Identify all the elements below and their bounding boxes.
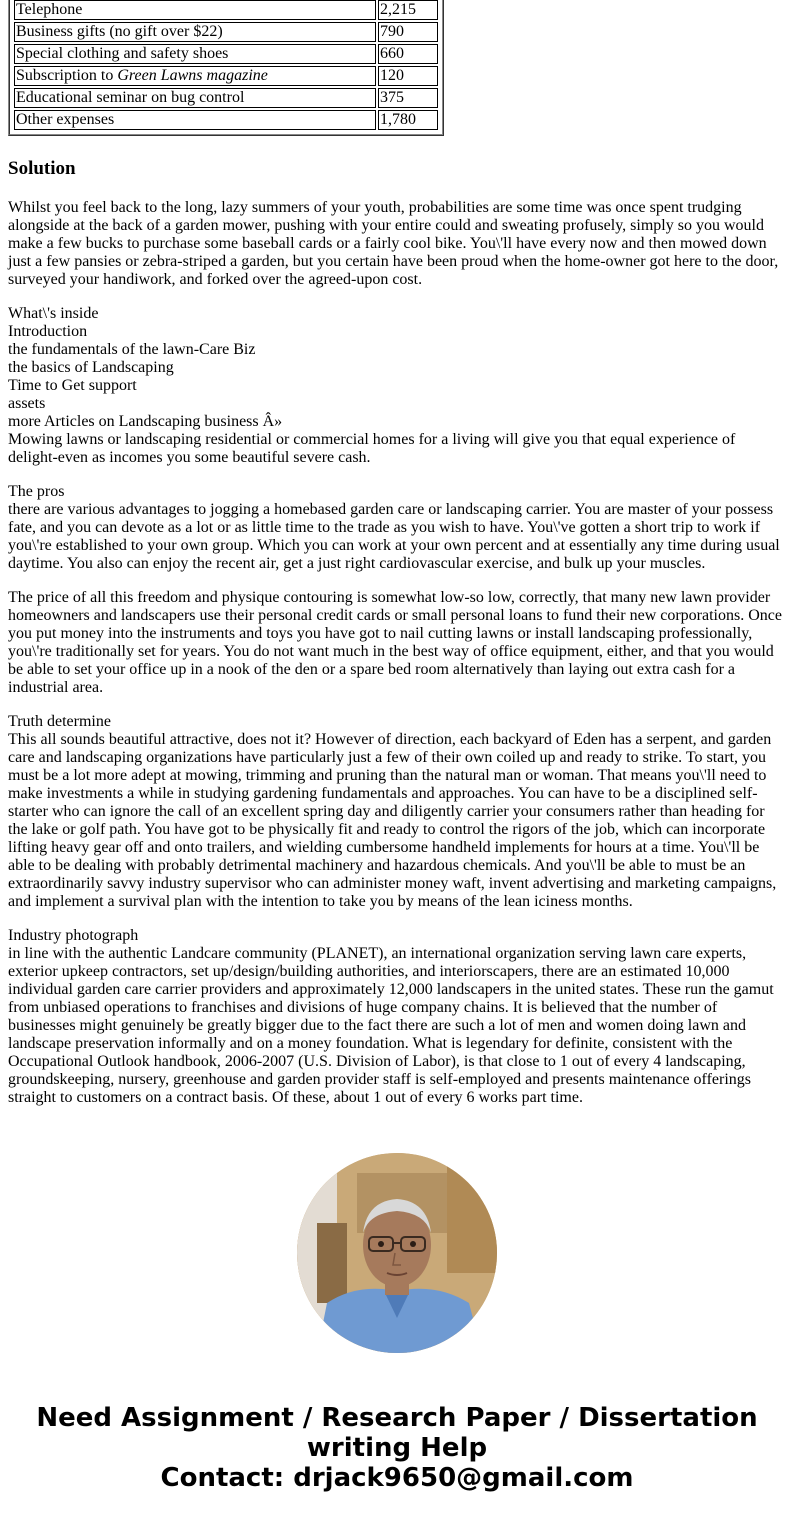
- intro-paragraph: Whilst you feel back to the long, lazy summers of your youth, probabilities are some time was once spent trudging alongside at the back of a garden mower, pushing with your entire could and sweating profusely, simply so you would make a few bucks to purchase some baseball cards or a fairly cool bike. You\'ll have every now and then mowed down just a few pansies or zebra-striped a garden, but you certain have been proud when the home-owner got here to the door, surveyed your handiwork, and forked over the agreed-upon cost.: [8, 199, 779, 288]
- toc-item: the fundamentals of the lawn-Care Biz: [8, 341, 256, 358]
- expense-value: 790: [378, 22, 438, 42]
- cta-line-1: Need Assignment / Research Paper / Dissertation: [36, 1403, 758, 1433]
- toc-item: Time to Get support: [8, 377, 137, 394]
- toc-item: assets: [8, 395, 46, 412]
- table-row: [14, 110, 438, 130]
- expense-value: 375: [378, 88, 438, 108]
- cta-line-2: writing Help: [306, 1433, 488, 1463]
- contact-banner: [0, 1403, 794, 1493]
- expense-label: Business gifts (no gift over $22): [14, 22, 376, 42]
- expense-label: Telephone: [14, 0, 376, 20]
- table-row: [14, 22, 438, 42]
- expense-label: Educational seminar on bug control: [14, 88, 376, 108]
- table-row: [14, 44, 438, 64]
- table-row: [14, 0, 438, 20]
- table-row: [14, 66, 438, 86]
- magazine-title: Green Lawns magazine: [117, 67, 268, 84]
- toc-after-text: Mowing lawns or landscaping residential or commercial homes for a living will give you that equal experience of delight-even as incomes you some beautiful severe cash.: [8, 431, 736, 466]
- truth-body: This all sounds beautiful attractive, does not it? However of direction, each backyard of Eden has a serpent, and garden care and landscaping organizations have particularly just a few of their own coiled up and ready to strike. To start, you must be a lot more adept at mowing, trimming and pruning than the natural man or woman. That means you\'ll need to make investments a while in studying gardening fundamentals and approaches. You can have to be a disciplined self-starter who can ignore the call of an excellent spring day and diligently carrier your consumers rather than heading for the lake or golf path. You have got to be physically fit and ready to control the rigors of the job, which can incorporate lifting heavy gear off and onto trailers, and wielding cumbersome handheld implements for hours at a time. You\'ll be able to be dealing with probably detrimental machinery and hazardous chemicals. And you\'ll be able to must be an extraordinarily savvy industry supervisor who can administer money waft, invent advertising and marketing campaigns, and implement a survival plan with the intention to take you by means of the lean iciness months.: [8, 731, 777, 910]
- toc-item: the basics of Landscaping: [8, 359, 174, 376]
- expense-value: 120: [378, 66, 438, 86]
- author-portrait-illustration: [297, 1153, 497, 1353]
- toc-section: [8, 305, 786, 467]
- cta-contact-email: Contact: drjack9650@gmail.com: [160, 1463, 634, 1493]
- industry-heading: Industry photograph: [8, 927, 139, 944]
- pros-section: [8, 483, 786, 573]
- expense-value: 660: [378, 44, 438, 64]
- expense-label-prefix: Subscription to: [16, 67, 118, 84]
- expense-label: [14, 66, 376, 86]
- solution-body: [8, 199, 786, 1123]
- expense-label: Other expenses: [14, 110, 376, 130]
- expense-label: Special clothing and safety shoes: [14, 44, 376, 64]
- truth-section: [8, 713, 786, 911]
- truth-heading: Truth determine: [8, 713, 111, 730]
- pros-heading: The pros: [8, 483, 65, 500]
- toc-item: more Articles on Landscaping business Â»: [8, 413, 283, 430]
- industry-body: in line with the authentic Landcare community (PLANET), an international organization serving lawn care experts, exterior upkeep contractors, set up/design/building authorities, and interiorscapers, there are an estimated 10,000 individual garden care carrier providers and approximately 12,000 landscapers in the united states. These run the gamut from unbiased operations to franchises and divisions of huge company chains. It is believed that the number of businesses might genuinely be greatly bigger due to the fact there are such a lot of men and women doing lawn and landscape preservation informally and on a money foundation. What is legendary for definite, consistent with the Occupational Outlook handbook, 2006-2007 (U.S. Division of Labor), is that close to 1 out of every 4 landscaping, groundskeeping, nursery, greenhouse and garden provider staff is self-employed and presents maintenance offerings straight to customers on a contract basis. Of these, about 1 out of every 6 works part time.: [8, 945, 774, 1106]
- industry-section: [8, 927, 786, 1107]
- expense-table-frame: [8, 0, 444, 136]
- author-avatar: [297, 1153, 497, 1353]
- toc-title: What\'s inside: [8, 305, 99, 322]
- expense-value: 2,215: [378, 0, 438, 20]
- toc-item: Introduction: [8, 323, 88, 340]
- price-paragraph: The price of all this freedom and physique contouring is somewhat low-so low, correctly, that many new lawn provider homeowners and landscapers use their personal credit cards or small personal loans to fund their new corporations. Once you put money into the instruments and toys you have got to nail cutting lawns or install landscaping professionally, you\'re traditionally set for years. You do not want much in the best way of office equipment, either, and that you would be able to set your office up in a nook of the den or a spare bed room alternatively than laying out extra cash for a industrial area.: [8, 589, 782, 696]
- expense-value: 1,780: [378, 110, 438, 130]
- solution-heading: Solution: [8, 158, 76, 179]
- table-row: [14, 88, 438, 108]
- pros-body: there are various advantages to jogging a homebased garden care or landscaping carrier. You are master of your possess fate, and you can devote as a lot or as little time to the trade as you wish to have. You\'ve gotten a short trip to work if you\'re established to your own group. Which you can work at your own percent and at essentially any time during usual daytime. You also can enjoy the recent air, get a just right cardiovascular exercise, and bulk up your muscles.: [8, 501, 780, 572]
- expense-table: [12, 0, 440, 132]
